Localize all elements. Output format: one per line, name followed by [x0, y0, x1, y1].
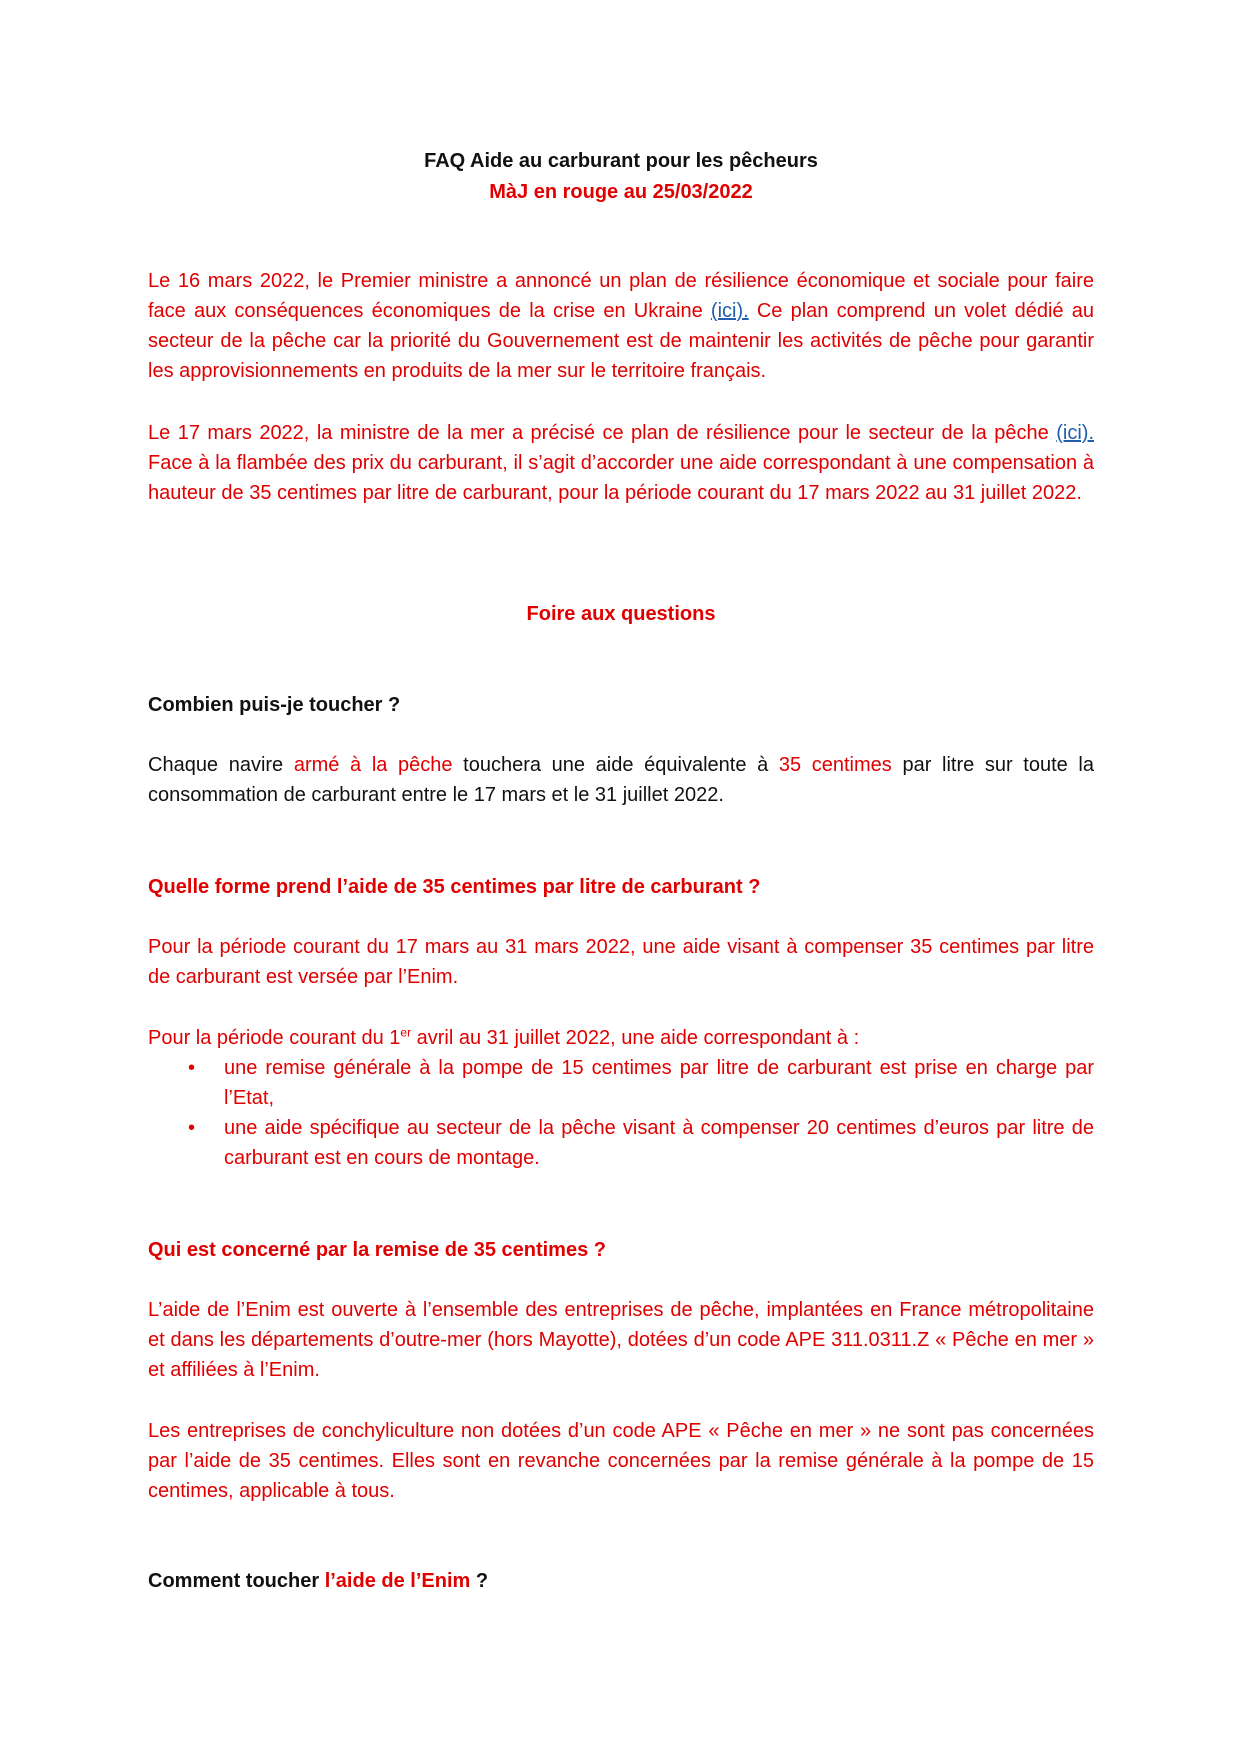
question-2: Quelle forme prend l’aide de 35 centimes par litre de carburant ? — [148, 876, 761, 898]
answer-3-paragraph-2: Les entreprises de conchyliculture non dotées d’un code APE « Pêche en mer » ne sont pas concernées par l’aide de 35 centimes. Elles sont en revanche concernées par la remise générale à la pompe de 15 centimes, applicable à tous. — [148, 1420, 1094, 1502]
update-note: MàJ en rouge au 25/03/2022 — [489, 181, 753, 203]
answer-2-paragraph-1: Pour la période courant du 17 mars au 31 mars 2022, une aide visant à compenser 35 centimes par litre de carburant est versée par l’Enim. — [148, 936, 1094, 988]
answer-1 — [148, 750, 1094, 810]
bullet-text-1: une remise générale à la pompe de 15 centimes par litre de carburant est prise en charge par l’Etat, — [224, 1057, 1094, 1109]
question-1: Combien puis-je toucher ? — [148, 694, 401, 716]
list-item — [148, 1113, 1094, 1173]
answer-1-part-2: armé à la pêche — [293, 754, 453, 776]
intro-paragraph-2 — [148, 418, 1094, 508]
question-4-part-2: l’aide de l’Enim — [324, 1570, 471, 1592]
bullet-icon: • — [188, 1057, 196, 1079]
intro-p1-link[interactable]: (ici). — [710, 300, 749, 322]
answer-1-part-5: par litre sur toute la consommation de carburant entre le 17 mars et le 31 juillet 2022. — [148, 754, 1094, 806]
answer-2-p2-before: Pour la période courant du 1 — [148, 1027, 401, 1049]
intro-p2-text: Le 17 mars 2022, la ministre de la mer a précisé ce plan de résilience pour le secteur de la pêche — [148, 422, 1057, 444]
bullet-text-2: une aide spécifique au secteur de la pêche visant à compenser 20 centimes d’euros par litre de carburant est en cours de montage. — [224, 1117, 1094, 1169]
question-4-part-1: Comment toucher — [148, 1570, 325, 1592]
answer-2-p2-sup: er — [400, 1025, 412, 1040]
intro-paragraph-1 — [148, 266, 1094, 386]
question-3: Qui est concerné par la remise de 35 centimes ? — [148, 1239, 606, 1261]
document-title: FAQ Aide au carburant pour les pêcheurs — [424, 150, 818, 172]
answer-1-part-3: touchera une aide équivalente à — [452, 754, 779, 776]
faq-heading: Foire aux questions — [526, 603, 716, 625]
intro-p2-link[interactable]: (ici). — [1056, 422, 1094, 444]
answer-2-bullet-list — [148, 1053, 1094, 1173]
intro-p2-text-after: Face à la flambée des prix du carburant, il s’agit d’accorder une aide correspondant à une compensation à hauteur de 35 centimes par litre de carburant, pour la période courant du 17 mars 2022 au 31 juillet 2022. — [148, 452, 1094, 504]
answer-1-part-1: Chaque navire — [148, 754, 294, 776]
question-4-part-3: ? — [470, 1570, 489, 1592]
answer-3-paragraph-1: L’aide de l’Enim est ouverte à l’ensemble des entreprises de pêche, implantées en France métropolitaine et dans les départements d’outre-mer (hors Mayotte), dotées d’un code APE 311.0311.Z « Pêche en mer » et affiliées à l’Enim. — [148, 1299, 1094, 1381]
answer-2-p2-after: avril au 31 juillet 2022, une aide correspondant à : — [411, 1027, 860, 1049]
intro-p1-text-after: Ce plan comprend un volet dédié au secteur de la pêche car la priorité du Gouvernement est de maintenir les activités de pêche pour garantir les approvisionnements en produits de la mer sur le territoire français. — [148, 300, 1094, 382]
question-4 — [148, 1566, 1094, 1596]
intro-p1-text: Le 16 mars 2022, le Premier ministre a annoncé un plan de résilience économique et sociale pour faire face aux conséquences économiques de la crise en Ukraine — [148, 270, 1094, 322]
answer-2-paragraph-2 — [148, 1023, 1094, 1053]
list-item — [148, 1053, 1094, 1113]
answer-1-part-4: 35 centimes — [778, 754, 892, 776]
bullet-icon: • — [188, 1117, 196, 1139]
